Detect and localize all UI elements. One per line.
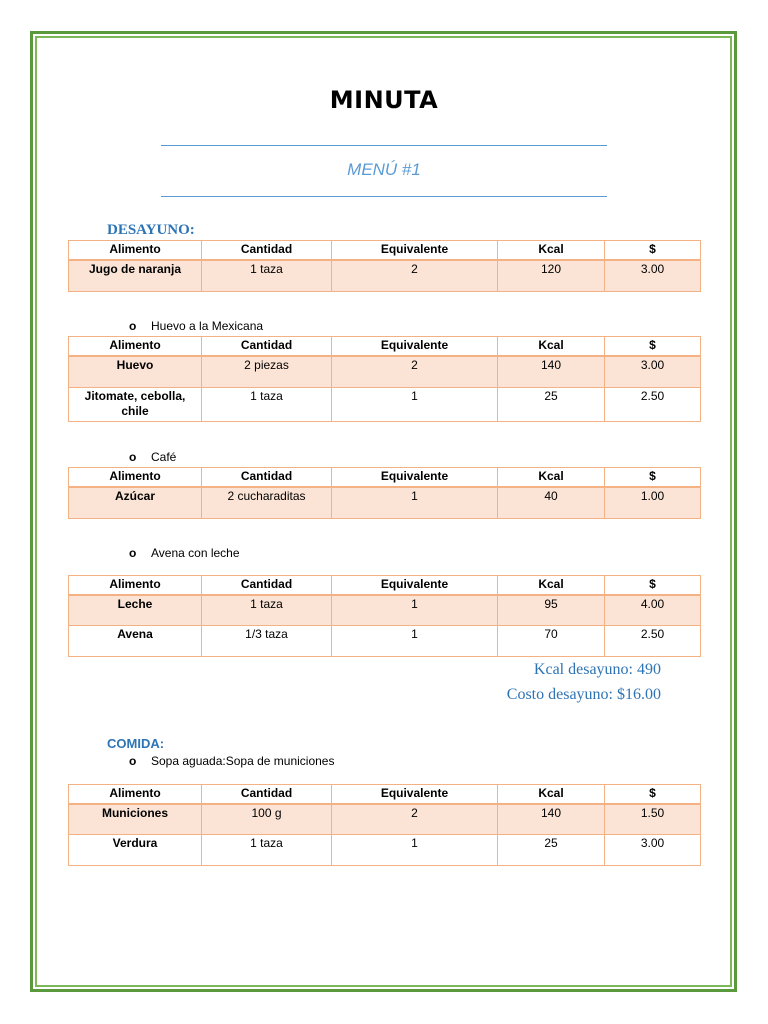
cell-cost: 1.50	[605, 804, 701, 834]
cell-cost: 3.00	[605, 356, 701, 387]
cell-equivalente: 1	[332, 487, 498, 518]
header-cost: $	[605, 241, 701, 261]
bullet-marker: o	[129, 546, 137, 560]
header-cost: $	[605, 468, 701, 488]
header-equivalente: Equivalente	[332, 337, 498, 357]
cell-alimento: Jitomate, cebolla, chile	[69, 387, 202, 421]
cell-equivalente: 1	[332, 834, 498, 865]
bullet-marker: o	[129, 754, 137, 768]
cell-cost: 2.50	[605, 625, 701, 656]
header-equivalente: Equivalente	[332, 785, 498, 805]
table-row	[69, 595, 701, 625]
header-cost: $	[605, 337, 701, 357]
divider-top	[161, 145, 607, 146]
cell-equivalente: 1	[332, 625, 498, 656]
cell-cost: 1.00	[605, 487, 701, 518]
comida-heading: COMIDA:	[107, 736, 165, 751]
cell-kcal: 120	[498, 260, 605, 291]
header-cost: $	[605, 785, 701, 805]
bullet-marker: o	[129, 319, 137, 333]
cell-kcal: 40	[498, 487, 605, 518]
cell-cost: 3.00	[605, 834, 701, 865]
table-huevo	[68, 336, 701, 422]
cell-cantidad: 1 taza	[202, 387, 332, 421]
cell-equivalente: 1	[332, 387, 498, 421]
cell-alimento: Huevo	[69, 356, 202, 387]
cell-alimento: Azúcar	[69, 487, 202, 518]
header-cantidad: Cantidad	[202, 337, 332, 357]
cell-cost: 3.00	[605, 260, 701, 291]
bullet-label: Huevo a la Mexicana	[151, 319, 264, 333]
cell-alimento: Leche	[69, 595, 202, 625]
table-jugo	[68, 240, 701, 292]
cell-kcal: 25	[498, 387, 605, 421]
bullet-cafe	[129, 450, 176, 464]
cell-alimento: Verdura	[69, 834, 202, 865]
cell-cantidad: 2 cucharaditas	[202, 487, 332, 518]
table-avena	[68, 575, 701, 657]
bullet-label: Avena con leche	[151, 546, 240, 560]
cell-cantidad: 100 g	[202, 804, 332, 834]
cell-kcal: 140	[498, 356, 605, 387]
cell-kcal: 95	[498, 595, 605, 625]
cell-cantidad: 1 taza	[202, 260, 332, 291]
header-alimento: Alimento	[69, 576, 202, 596]
cell-kcal: 140	[498, 804, 605, 834]
header-cantidad: Cantidad	[202, 576, 332, 596]
header-alimento: Alimento	[69, 468, 202, 488]
desayuno-heading: DESAYUNO:	[107, 222, 195, 238]
bullet-huevo	[129, 319, 263, 333]
table-row	[69, 804, 701, 834]
cell-equivalente: 2	[332, 356, 498, 387]
cell-alimento: Municiones	[69, 804, 202, 834]
cell-cantidad: 2 piezas	[202, 356, 332, 387]
divider-bottom	[161, 196, 607, 197]
cell-equivalente: 2	[332, 260, 498, 291]
cell-alimento: Jugo de naranja	[69, 260, 202, 291]
bullet-sopa	[129, 754, 334, 768]
table-sopa	[68, 784, 701, 866]
cell-alimento: Avena	[69, 625, 202, 656]
header-kcal: Kcal	[498, 785, 605, 805]
table-row	[69, 487, 701, 518]
cell-equivalente: 2	[332, 804, 498, 834]
table-row	[69, 834, 701, 865]
header-alimento: Alimento	[69, 337, 202, 357]
bullet-label: Sopa aguada:Sopa de municiones	[151, 754, 335, 768]
header-alimento: Alimento	[69, 785, 202, 805]
cell-cantidad: 1 taza	[202, 834, 332, 865]
costo-desayuno-total: Costo desayuno: $16.00	[506, 686, 661, 703]
bullet-label: Café	[151, 450, 177, 464]
bullet-marker: o	[129, 450, 137, 464]
cell-cost: 2.50	[605, 387, 701, 421]
cell-cost: 4.00	[605, 595, 701, 625]
header-cost: $	[605, 576, 701, 596]
header-alimento: Alimento	[69, 241, 202, 261]
header-kcal: Kcal	[498, 241, 605, 261]
table-cafe	[68, 467, 701, 519]
header-equivalente: Equivalente	[332, 576, 498, 596]
cell-kcal: 70	[498, 625, 605, 656]
page-title: MINUTA	[329, 86, 439, 114]
header-cantidad: Cantidad	[202, 468, 332, 488]
cell-cantidad: 1 taza	[202, 595, 332, 625]
header-equivalente: Equivalente	[332, 468, 498, 488]
header-kcal: Kcal	[498, 576, 605, 596]
header-equivalente: Equivalente	[332, 241, 498, 261]
cell-kcal: 25	[498, 834, 605, 865]
table-row	[69, 356, 701, 387]
table-row	[69, 260, 701, 291]
bullet-avena	[129, 546, 240, 560]
cell-cantidad: 1/3 taza	[202, 625, 332, 656]
cell-equivalente: 1	[332, 595, 498, 625]
header-cantidad: Cantidad	[202, 241, 332, 261]
menu-subtitle: MENÚ #1	[347, 160, 421, 179]
header-kcal: Kcal	[498, 337, 605, 357]
header-cantidad: Cantidad	[202, 785, 332, 805]
kcal-desayuno-total: Kcal desayuno: 490	[533, 661, 661, 678]
header-kcal: Kcal	[498, 468, 605, 488]
table-row	[69, 387, 701, 421]
table-row	[69, 625, 701, 656]
